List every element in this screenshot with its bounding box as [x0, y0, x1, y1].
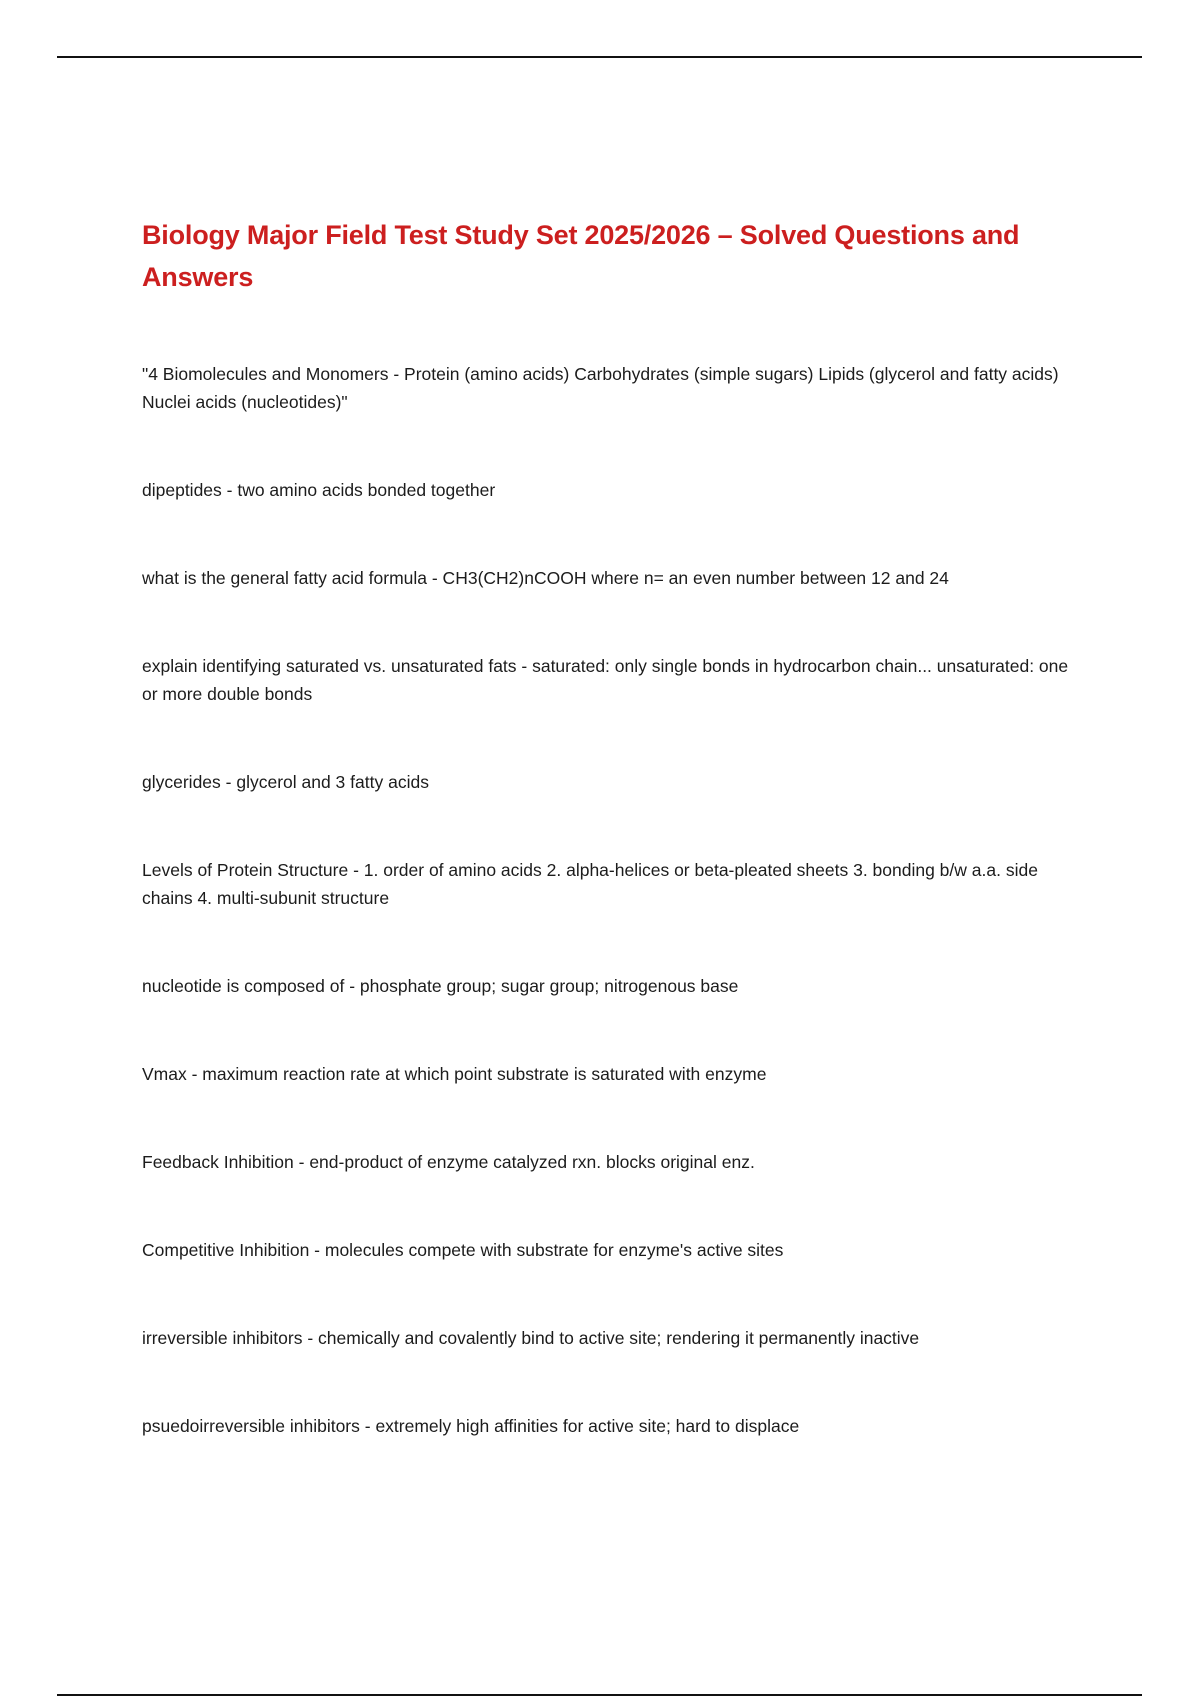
qa-entry: Feedback Inhibition - end-product of enzyme catalyzed rxn. blocks original enz. — [142, 1152, 755, 1172]
qa-entry: Vmax - maximum reaction rate at which point substrate is saturated with enzyme — [142, 1064, 767, 1084]
qa-entry: what is the general fatty acid formula - CH3(CH2)nCOOH where n= an even number between 12 and 24 — [142, 568, 949, 588]
qa-entry: Competitive Inhibition - molecules compete with substrate for enzyme's active sites — [142, 1240, 784, 1260]
qa-entry: irreversible inhibitors - chemically and covalently bind to active site; rendering it permanently inactive — [142, 1328, 920, 1348]
document-body — [142, 214, 1072, 1440]
footer-rule — [57, 1694, 1142, 1696]
qa-entry: glycerides - glycerol and 3 fatty acids — [142, 772, 429, 792]
qa-entry: Levels of Protein Structure - 1. order of amino acids 2. alpha-helices or beta-pleated sheets 3. bonding b/w a.a. side chains 4. multi-subunit structure — [142, 860, 1038, 908]
qa-entry: dipeptides - two amino acids bonded together — [142, 480, 496, 500]
qa-entry: nucleotide is composed of - phosphate group; sugar group; nitrogenous base — [142, 976, 739, 996]
qa-entry: psuedoirreversible inhibitors - extremely high affinities for active site; hard to displace — [142, 1416, 800, 1436]
qa-entry: "4 Biomolecules and Monomers - Protein (amino acids) Carbohydrates (simple sugars) Lipids (glycerol and fatty acids) Nuclei acids (nucleotides)" — [142, 364, 1059, 412]
header-rule — [57, 56, 1142, 58]
document-title: Biology Major Field Test Study Set 2025/2026 – Solved Questions and Answers — [142, 220, 1020, 292]
qa-list — [142, 360, 1072, 1440]
qa-entry: explain identifying saturated vs. unsaturated fats - saturated: only single bonds in hydrocarbon chain... unsaturated: one or more double bonds — [142, 656, 1069, 704]
